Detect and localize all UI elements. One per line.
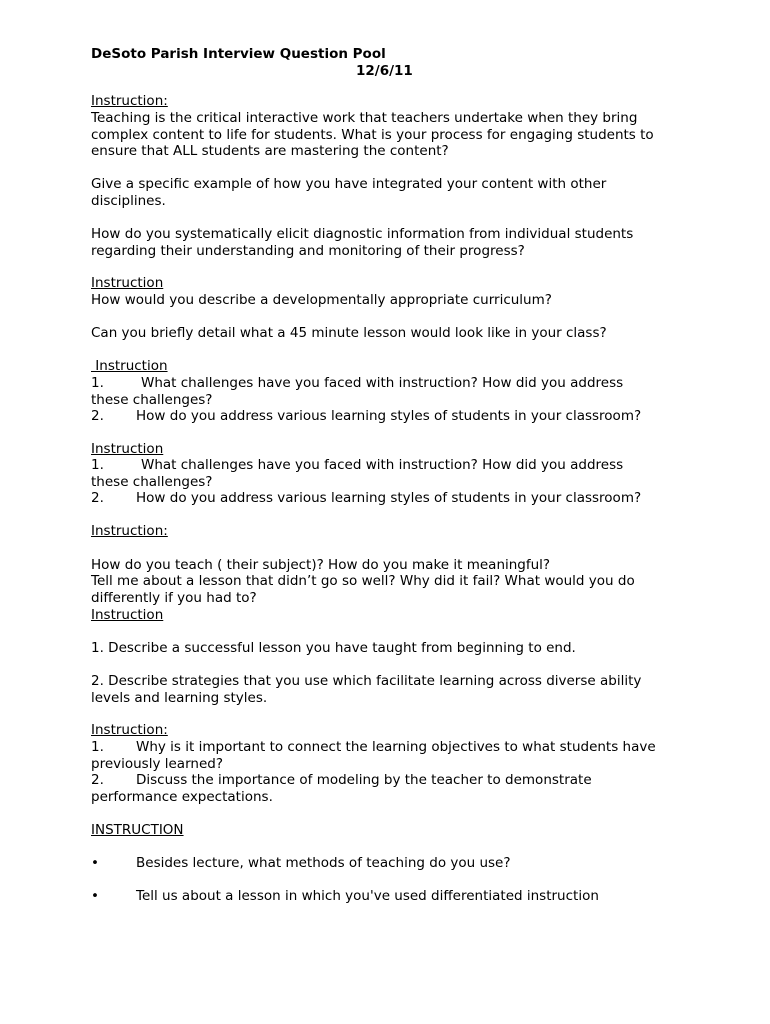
numbered-question — [91, 457, 651, 490]
document-date: 12/6/11 — [356, 63, 413, 79]
question-text: 2. Describe strategies that you use which facilitate learning across diverse ability levels and learning styles. — [91, 673, 642, 706]
section-heading: Instruction — [91, 441, 164, 457]
item-number: 1. — [91, 457, 104, 473]
question-text: What challenges have you faced with instruction? How did you address these challenges? — [91, 457, 624, 490]
question-text: What challenges have you faced with instruction? How did you address these challenges? — [91, 375, 624, 408]
question-text: Why is it important to connect the learning objectives to what students have previously learned? — [91, 739, 656, 772]
item-number: 2. — [91, 490, 104, 506]
question-text: How do you teach ( their subject)? How do you make it meaningful? — [91, 557, 551, 573]
numbered-question — [91, 408, 691, 425]
question-text: How do you address various learning styles of students in your classroom? — [136, 408, 642, 424]
numbered-question — [91, 772, 621, 805]
section-heading: INSTRUCTION — [91, 822, 184, 838]
document-title: DeSoto Parish Interview Question Pool — [91, 46, 386, 62]
question-text: Besides lecture, what methods of teaching do you use? — [136, 855, 511, 871]
numbered-question — [91, 375, 651, 408]
section-heading: Instruction: — [91, 523, 168, 539]
bullet-question — [91, 855, 691, 872]
question-text: How do you systematically elicit diagnostic information from individual students regarding their understanding and monitoring of their progress? — [91, 226, 634, 259]
bullet-question — [91, 888, 691, 905]
section-heading: Instruction — [91, 607, 164, 623]
question-text: How do you address various learning styles of students in your classroom? — [136, 490, 642, 506]
bullet-icon: • — [91, 888, 99, 904]
item-number: 1. — [91, 375, 104, 391]
question-text: 1. Describe a successful lesson you have taught from beginning to end. — [91, 640, 576, 656]
section-heading: Instruction: — [91, 93, 168, 109]
item-number: 1. — [91, 739, 104, 755]
bullet-icon: • — [91, 855, 99, 871]
item-number: 2. — [91, 408, 104, 424]
section-heading: Instruction — [91, 358, 168, 374]
section-heading: Instruction — [91, 275, 164, 291]
question-text: Teaching is the critical interactive work that teachers undertake when they bring complex content to life for students. What is your process for engaging students to ensure that ALL students are mastering the content? — [91, 110, 654, 159]
question-text: Give a specific example of how you have integrated your content with other disciplines. — [91, 176, 607, 209]
numbered-question — [91, 739, 681, 772]
numbered-question — [91, 490, 691, 507]
question-text: Discuss the importance of modeling by the teacher to demonstrate performance expectations. — [91, 772, 592, 805]
question-text: Can you briefly detail what a 45 minute lesson would look like in your class? — [91, 325, 607, 341]
question-text: Tell me about a lesson that didn’t go so well? Why did it fail? What would you do differently if you had to? — [91, 573, 635, 606]
question-text: Tell us about a lesson in which you've used differentiated instruction — [136, 888, 599, 904]
question-text: How would you describe a developmentally appropriate curriculum? — [91, 292, 552, 308]
item-number: 2. — [91, 772, 104, 788]
section-heading: Instruction: — [91, 722, 168, 738]
